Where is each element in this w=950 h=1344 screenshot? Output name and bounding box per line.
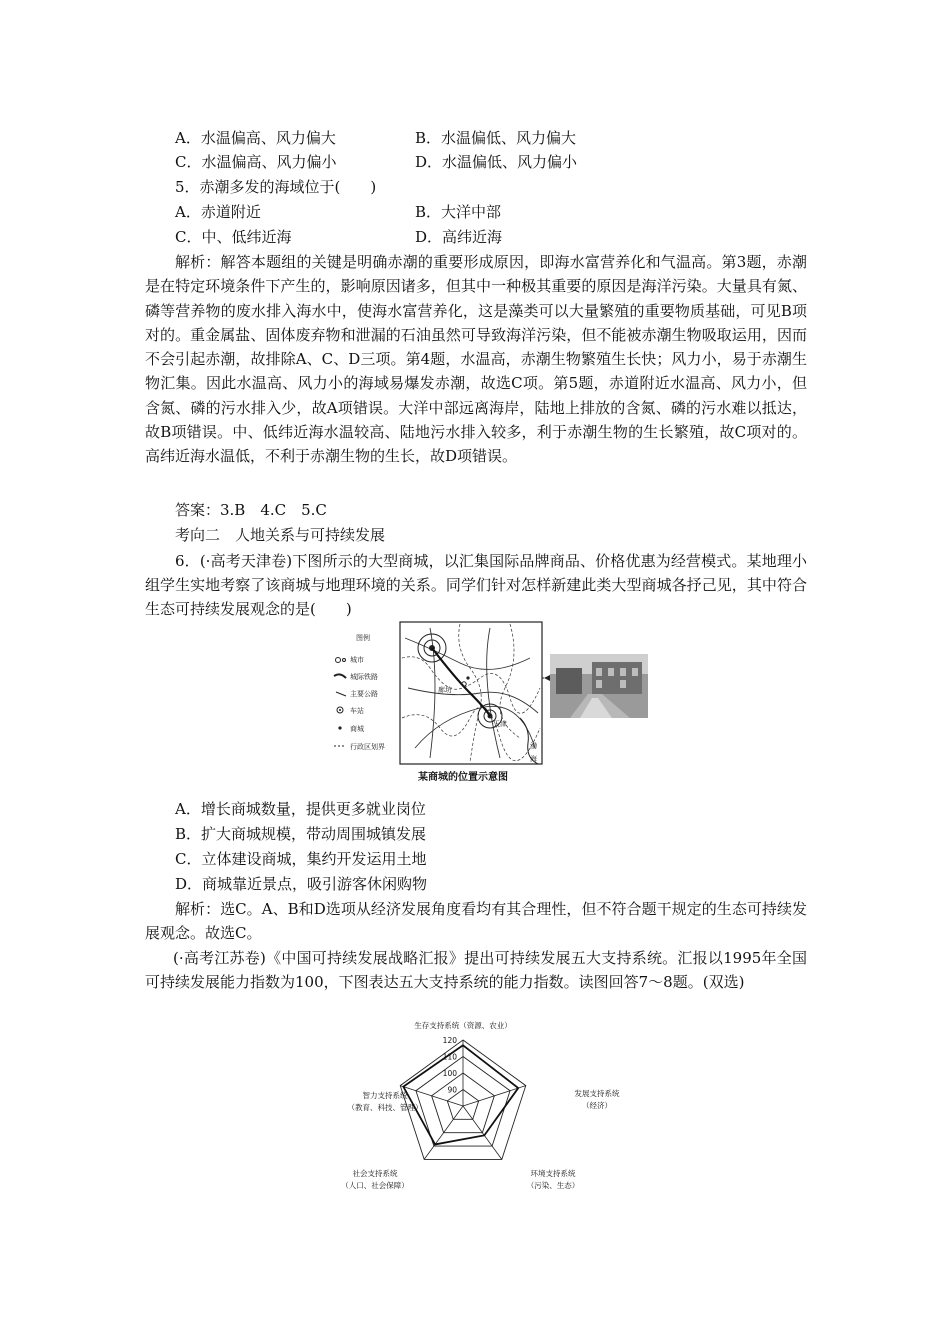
radar-tick-label: 90 bbox=[447, 1085, 457, 1095]
mall-marker bbox=[466, 676, 469, 679]
q5-option-b: B．大洋中部 bbox=[415, 203, 502, 221]
radar-axis-label-4: 社会支持系统 bbox=[352, 1169, 398, 1178]
radar-axis-label-1: 生存支持系统（资源、农业） bbox=[414, 1021, 512, 1030]
q6-option-d: D．商城靠近景点，吸引游客休闲购物 bbox=[175, 875, 428, 893]
q5-option-d: D．高纬近海 bbox=[415, 228, 503, 246]
q5-stem: 5．赤潮多发的海域位于( ) bbox=[175, 178, 377, 196]
label-langfang: 廊坊 bbox=[438, 686, 452, 694]
analysis-paragraph-1: 解析：解答本题组的关键是明确赤潮的重要形成原因，即海水富营养化和气温高。第3题，赤潮是在特定环境条件下产生的，影响原因诸多，但其中一种极其重要的原因是海洋污染。大量具有氮、磷等营养物的废水排入海水中，使海水富营养化，这是藻类可以大量繁殖的重要物质基础，可见B项对的。重金属盐、固体废弃物和泄漏的石油虽然可导致海洋污染，但不能被赤潮生物吸取运用，因而不会引起赤潮，故排除A、C、D三项。第4题，水温高，赤潮生物繁殖生长快；风力小，易于赤潮生物汇集。因此水温高、风力小的海域易爆发赤潮，故选C项。第5题，赤道附近水温高、风力小，但含氮、磷的污水排入少，故A项错误。大洋中部远离海岸，陆地上排放的含氮、磷的污水难以抵达，故B项错误。中、低纬近海水温较高、陆地污水排入较多，利于赤潮生物的生长繁殖，故C项对的。高纬近海水温低，不利于赤潮生物的生长，故D项错误。 bbox=[145, 253, 807, 466]
radar-axis-label-5-sub: （教育、科技、管理） bbox=[347, 1103, 423, 1112]
q4-option-c: C．水温偏高、风力偏小 bbox=[175, 153, 337, 171]
map-caption: 某商城的位置示意图 bbox=[418, 772, 508, 783]
section-title: 考向二 人地关系与可持续发展 bbox=[175, 526, 386, 544]
legend-road: 主要公路 bbox=[350, 690, 378, 698]
q78-intro: (·高考江苏卷)《中国可持续发展战略汇报》提出可持续发展五大支持系统。汇报以1995年全国可持续发展能力指数为100，下图表达五大支持系统的能力指数。读图回答7～8题。(双选) bbox=[145, 949, 807, 991]
railway-legend-icon bbox=[334, 674, 346, 678]
road-legend-icon bbox=[336, 692, 346, 696]
q6-option-c: C．立体建设商城，集约开发运用土地 bbox=[175, 850, 427, 868]
legend-city: 城市 bbox=[350, 656, 364, 664]
legend-station: 车站 bbox=[350, 707, 364, 715]
legend-boundary: 行政区划界 bbox=[350, 743, 385, 751]
q4-option-a: A．水温偏高、风力偏大 bbox=[175, 129, 336, 147]
radar-series-line bbox=[403, 1045, 518, 1144]
radar-figure bbox=[335, 1018, 635, 1194]
q5-option-a: A．赤道附近 bbox=[175, 203, 261, 221]
mall-legend-icon bbox=[338, 726, 341, 729]
label-tianjin: 天津 bbox=[493, 720, 507, 728]
answer-line: 答案：3.B 4.C 5.C bbox=[175, 501, 327, 519]
radar-axis-label-2: 发展支持系统 bbox=[574, 1089, 620, 1098]
mall-photo bbox=[550, 654, 648, 718]
label-bo: 渤 bbox=[530, 742, 537, 750]
q4-option-b: B．水温偏低、风力偏大 bbox=[415, 129, 577, 147]
radar-axis-label-4-sub: （人口、社会保障） bbox=[341, 1181, 409, 1190]
q5-option-c: C．中、低纬近海 bbox=[175, 228, 292, 246]
legend-title: 图例 bbox=[356, 634, 370, 642]
radar-tick-label: 110 bbox=[442, 1052, 457, 1062]
analysis-paragraph-2: 解析：选C。A、B和D选项从经济发展角度看均有其合理性，但不符合题干规定的生态可持续发展观念。故选C。 bbox=[145, 900, 807, 942]
radar-axis-label-5: 智力支持系统 bbox=[362, 1091, 408, 1100]
legend-railway: 城际铁路 bbox=[350, 673, 378, 681]
legend-mall: 商城 bbox=[350, 725, 364, 733]
mall-location-map bbox=[330, 618, 660, 788]
q6-stem: 6．(·高考天津卷)下图所示的大型商城，以汇集国际品牌商品、价格优惠为经营模式。某地理小组学生实地考察了该商城与地理环境的关系。同学们针对怎样新建此类大型商城各抒己见，其中符合生态可持续发展观念的是( ) bbox=[145, 552, 807, 618]
radar-tick-label: 120 bbox=[442, 1036, 457, 1045]
label-hai: 海 bbox=[530, 755, 537, 763]
q6-option-a: A．增长商城数量，提供更多就业岗位 bbox=[175, 800, 426, 818]
q6-option-b: B．扩大商城规模，带动周围城镇发展 bbox=[175, 825, 427, 843]
radar-axis-label-2-sub: （经济） bbox=[582, 1101, 612, 1110]
radar-tick-label: 100 bbox=[442, 1069, 457, 1078]
radar-axis-label-3-sub: （污染、生态） bbox=[526, 1181, 580, 1190]
radar-axis-label-3: 环境支持系统 bbox=[530, 1169, 576, 1178]
q4-option-d: D．水温偏低、风力偏小 bbox=[415, 153, 578, 171]
city-legend-icon bbox=[336, 658, 341, 663]
